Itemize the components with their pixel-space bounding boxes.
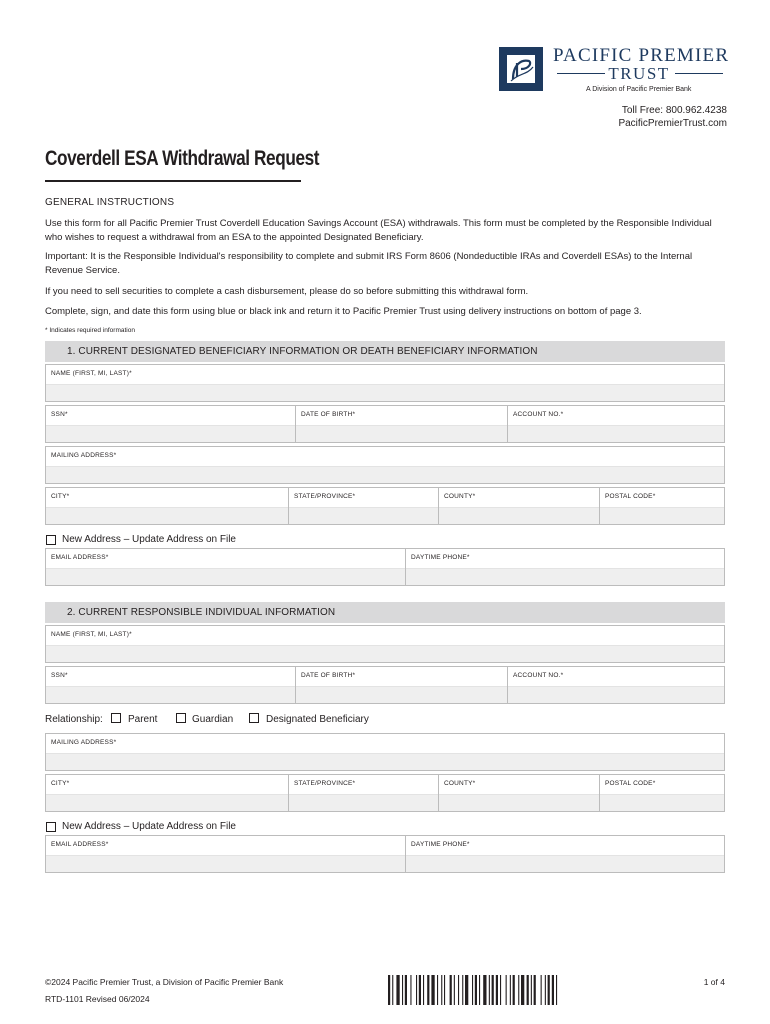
section-1-header: 1. CURRENT DESIGNATED BENEFICIARY INFORMATION OR DEATH BENEFICIARY INFORMATION bbox=[45, 341, 725, 362]
s2-county-label: COUNTY* bbox=[444, 780, 476, 787]
section-2-header: 2. CURRENT RESPONSIBLE INDIVIDUAL INFORMATION bbox=[45, 602, 725, 623]
s1-county-field[interactable] bbox=[438, 487, 600, 525]
s1-postal-label: POSTAL CODE* bbox=[605, 493, 656, 500]
relationship-beneficiary-label: Designated Beneficiary bbox=[266, 714, 369, 725]
s2-account-label: ACCOUNT NO.* bbox=[513, 672, 564, 679]
s1-account-label: ACCOUNT NO.* bbox=[513, 411, 564, 418]
s2-name-field[interactable] bbox=[45, 625, 725, 663]
s2-new-address-label: New Address – Update Address on File bbox=[62, 821, 236, 832]
website-link[interactable]: PacificPremierTrust.com bbox=[618, 118, 727, 129]
s2-phone-label: DAYTIME PHONE* bbox=[411, 841, 470, 848]
instructions-paragraph-4: Complete, sign, and date this form using blue or black ink and return it to Pacific Premier Trust using delivery instructions on bottom of page 3. bbox=[45, 306, 642, 317]
s2-county-field[interactable] bbox=[438, 774, 600, 812]
s1-phone-field[interactable] bbox=[405, 548, 725, 586]
page-title: Coverdell ESA Withdrawal Request bbox=[45, 147, 320, 170]
s2-name-label: NAME (FIRST, MI, LAST)* bbox=[51, 631, 132, 638]
s1-dob-label: DATE OF BIRTH* bbox=[301, 411, 356, 418]
s1-phone-label: DAYTIME PHONE* bbox=[411, 554, 470, 561]
s2-city-field[interactable] bbox=[45, 774, 289, 812]
s2-dob-label: DATE OF BIRTH* bbox=[301, 672, 356, 679]
s2-mailing-field[interactable] bbox=[45, 733, 725, 771]
footer-form-id: RTD-1101 Revised 06/2024 bbox=[45, 994, 150, 1004]
relationship-label: Relationship: bbox=[45, 714, 103, 725]
s2-state-label: STATE/PROVINCE* bbox=[294, 780, 356, 787]
s2-state-field[interactable] bbox=[288, 774, 439, 812]
s1-mailing-field[interactable] bbox=[45, 446, 725, 484]
s1-ssn-field[interactable] bbox=[45, 405, 296, 443]
relationship-guardian-label: Guardian bbox=[192, 714, 234, 725]
s2-city-label: CITY* bbox=[51, 780, 70, 787]
s1-email-field[interactable] bbox=[45, 548, 406, 586]
s2-postal-field[interactable] bbox=[599, 774, 725, 812]
footer-copyright: ©2024 Pacific Premier Trust, a Division of Pacific Premier Bank bbox=[45, 977, 284, 987]
relationship-parent-checkbox[interactable] bbox=[111, 713, 121, 723]
brand-subname bbox=[553, 64, 725, 84]
s1-dob-field[interactable] bbox=[295, 405, 508, 443]
s2-ssn-field[interactable] bbox=[45, 666, 296, 704]
important-text: It is the Responsible Individual's responsibility to complete and submit IRS Form 8606 (Nondeductible IRAs and Coverdell ESAs) to the Internal Revenue Service. bbox=[45, 251, 693, 276]
instructions-paragraph-3: If you need to sell securities to complete a cash disbursement, please do so before submitting this withdrawal form. bbox=[45, 286, 529, 297]
s1-state-field[interactable] bbox=[288, 487, 439, 525]
contact-block bbox=[618, 104, 727, 130]
s2-dob-field[interactable] bbox=[295, 666, 508, 704]
s1-ssn-label: SSN* bbox=[51, 411, 68, 418]
relationship-parent-label: Parent bbox=[128, 714, 158, 725]
brand-name: PACIFIC PREMIER bbox=[553, 45, 730, 66]
page-number: 1 of 4 bbox=[703, 977, 725, 987]
s1-county-label: COUNTY* bbox=[444, 493, 476, 500]
relationship-guardian-checkbox[interactable] bbox=[176, 713, 186, 723]
s2-email-label: EMAIL ADDRESS* bbox=[51, 841, 109, 848]
s1-postal-field[interactable] bbox=[599, 487, 725, 525]
s1-name-field[interactable] bbox=[45, 364, 725, 402]
s1-name-label: NAME (FIRST, MI, LAST)* bbox=[51, 370, 132, 377]
logo-emblem-icon bbox=[499, 47, 543, 91]
s2-new-address-checkbox[interactable] bbox=[46, 822, 56, 832]
brand-trust: TRUST bbox=[608, 64, 670, 83]
s2-postal-label: POSTAL CODE* bbox=[605, 780, 656, 787]
instructions-heading: GENERAL INSTRUCTIONS bbox=[45, 197, 175, 208]
instructions-paragraph-1: Use this form for all Pacific Premier Trust Coverdell Education Savings Account (ESA) withdrawals. This form must be completed by the Responsible Individual who wishes to request a withdrawal from an ESA to the appointed Designated Beneficiary. bbox=[45, 218, 712, 243]
s2-mailing-label: MAILING ADDRESS* bbox=[51, 739, 117, 746]
s1-city-label: CITY* bbox=[51, 493, 70, 500]
s1-city-field[interactable] bbox=[45, 487, 289, 525]
important-label: Important: bbox=[45, 251, 88, 262]
brand-rule-right bbox=[675, 73, 723, 74]
s2-ssn-label: SSN* bbox=[51, 672, 68, 679]
s1-new-address-checkbox[interactable] bbox=[46, 535, 56, 545]
toll-free: Toll Free: 800.962.4238 bbox=[621, 105, 727, 116]
required-note: * Indicates required information bbox=[45, 327, 135, 334]
s1-email-label: EMAIL ADDRESS* bbox=[51, 554, 109, 561]
title-underline bbox=[45, 180, 301, 182]
barcode-icon bbox=[388, 975, 608, 1005]
s1-account-field[interactable] bbox=[507, 405, 725, 443]
s2-email-field[interactable] bbox=[45, 835, 406, 873]
instructions-paragraph-2 bbox=[45, 250, 730, 277]
s2-account-field[interactable] bbox=[507, 666, 725, 704]
s2-phone-field[interactable] bbox=[405, 835, 725, 873]
s1-state-label: STATE/PROVINCE* bbox=[294, 493, 356, 500]
brand-division: A Division of Pacific Premier Bank bbox=[586, 86, 692, 93]
s1-new-address-label: New Address – Update Address on File bbox=[62, 534, 236, 545]
relationship-beneficiary-checkbox[interactable] bbox=[249, 713, 259, 723]
s1-mailing-label: MAILING ADDRESS* bbox=[51, 452, 117, 459]
logo-mark bbox=[499, 47, 543, 91]
